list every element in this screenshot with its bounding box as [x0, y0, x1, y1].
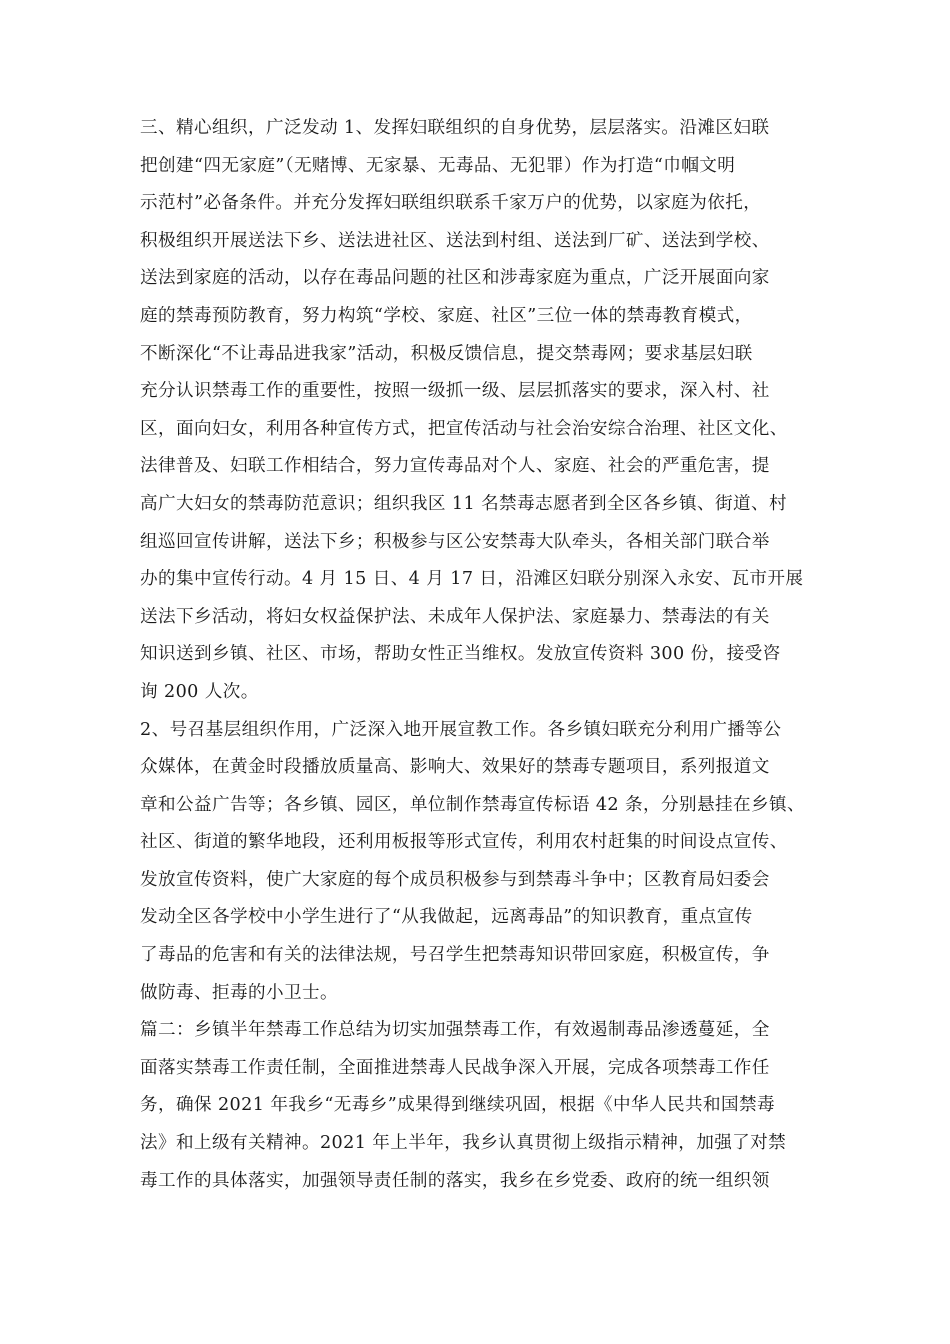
text-line: 社区、街道的繁华地段，还利用板报等形式宣传，利用农村赶集的时间设点宣传、 [140, 832, 788, 853]
text-line: 送法下乡活动，将妇女权益保护法、未成年人保护法、家庭暴力、禁毒法的有关 [140, 606, 770, 627]
text-line: 做防毒、拒毒的小卫士。 [140, 982, 338, 1003]
text-line: 务，确保 2021 年我乡“无毒乡”成果得到继续巩固，根据《中华人民共和国禁毒 [140, 1095, 775, 1116]
text-line: 了毒品的危害和有关的法律法规，号召学生把禁毒知识带回家庭，积极宣传，争 [140, 945, 770, 966]
text-line: 示范村”必备条件。并充分发挥妇联组织联系千家万户的优势，以家庭为依托， [140, 193, 762, 214]
text-line: 篇二：乡镇半年禁毒工作总结为切实加强禁毒工作，有效遏制毒品渗透蔓延，全 [140, 1020, 770, 1041]
text-line: 询 200 人次。 [140, 681, 259, 702]
text-line: 发放宣传资料，使广大家庭的每个成员积极参与到禁毒斗争中；区教育局妇委会 [140, 869, 770, 890]
text-line: 区，面向妇女，利用各种宣传方式，把宣传活动与社会治安综合治理、社区文化、 [140, 418, 788, 439]
text-line: 知识送到乡镇、社区、市场，帮助女性正当维权。发放宣传资料 300 份，接受咨 [140, 644, 781, 665]
text-line: 法律普及、妇联工作相结合，努力宣传毒品对个人、家庭、社会的严重危害，提 [140, 456, 770, 477]
text-line: 面落实禁毒工作责任制，全面推进禁毒人民战争深入开展，完成各项禁毒工作任 [140, 1057, 770, 1078]
document-body [140, 110, 812, 1200]
text-line: 高广大妇女的禁毒防范意识；组织我区 11 名禁毒志愿者到全区各乡镇、街道、村 [140, 493, 787, 514]
text-line: 三、精心组织，广泛发动 1、发挥妇联组织的自身优势，层层落实。沿滩区妇联 [140, 118, 770, 138]
text-line: 2、号召基层组织作用，广泛深入地开展宣教工作。各乡镇妇联充分利用广播等公 [140, 719, 782, 740]
text-line: 组巡回宣传讲解，送法下乡；积极参与区公安禁毒大队牵头，各相关部门联合举 [140, 531, 770, 552]
text-line: 法》和上级有关精神。2021 年上半年，我乡认真贯彻上级指示精神，加强了对禁 [140, 1133, 787, 1154]
text-line: 送法到家庭的活动，以存在毒品问题的社区和涉毒家庭为重点，广泛开展面向家 [140, 268, 770, 289]
text-line: 充分认识禁毒工作的重要性，按照一级抓一级、层层抓落实的要求，深入村、社 [140, 381, 770, 402]
text-line: 积极组织开展送法下乡、送法进社区、送法到村组、送法到厂矿、送法到学校、 [140, 230, 770, 251]
text-line: 毒工作的具体落实，加强领导责任制的落实，我乡在乡党委、政府的统一组织领 [140, 1170, 770, 1191]
text-line: 发动全区各学校中小学生进行了“从我做起，远离毒品”的知识教育，重点宣传 [140, 907, 753, 928]
text-line: 把创建“四无家庭”（无赌博、无家暴、无毒品、无犯罪）作为打造“巾帼文明 [140, 155, 736, 176]
text-line: 众媒体，在黄金时段播放质量高、影响大、效果好的禁毒专题项目，系列报道文 [140, 757, 770, 778]
text-line: 办的集中宣传行动。4 月 15 日、4 月 17 日，沿滩区妇联分别深入永安、瓦市开展 [140, 569, 804, 590]
text-line: 庭的禁毒预防教育，努力构筑“学校、家庭、社区”三位一体的禁毒教育模式， [140, 305, 753, 326]
text-line: 章和公益广告等；各乡镇、园区，单位制作禁毒宣传标语 42 条，分别悬挂在乡镇、 [140, 794, 805, 815]
text-line: 不断深化“不让毒品进我家”活动，积极反馈信息，提交禁毒网；要求基层妇联 [140, 343, 753, 364]
